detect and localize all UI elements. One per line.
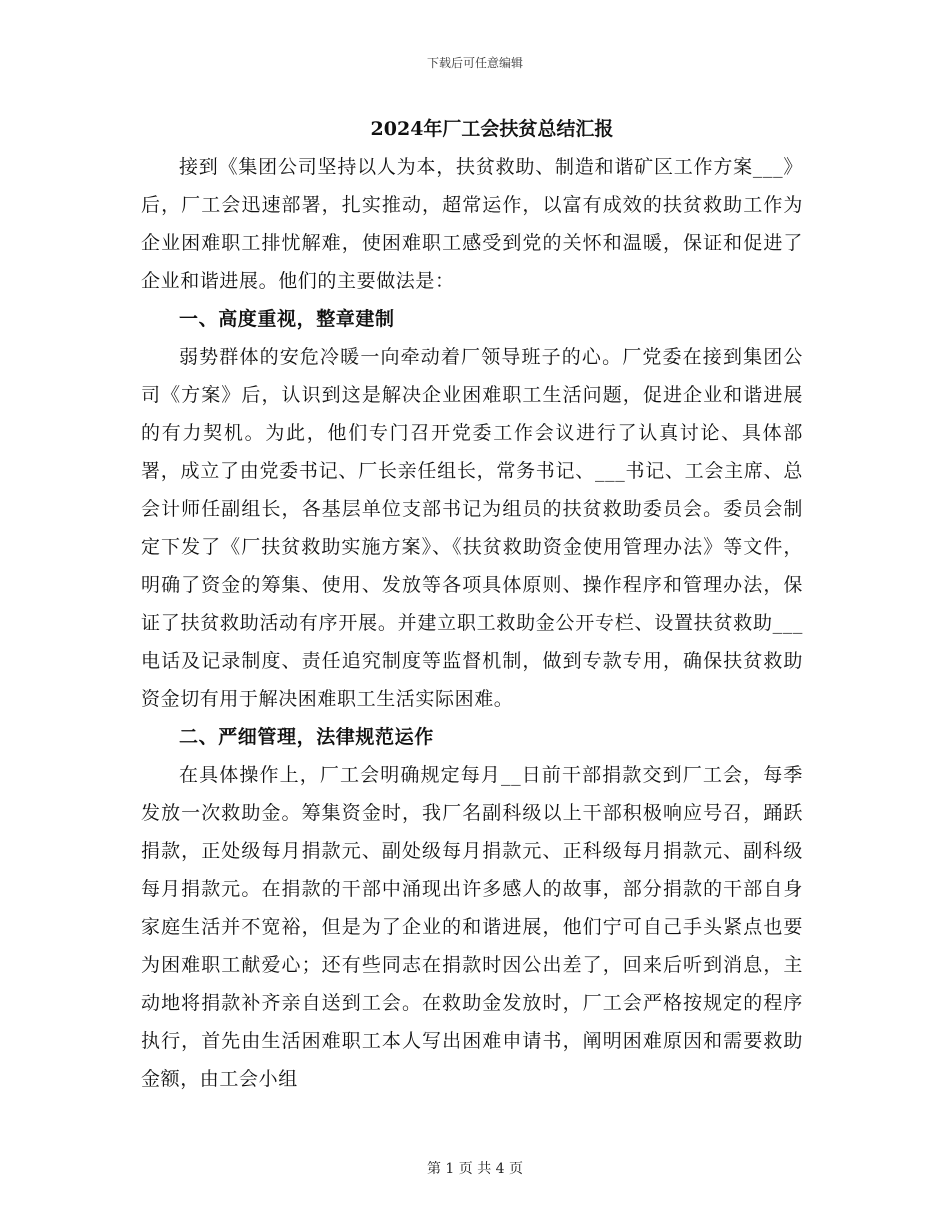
page-number: 第 1 页 共 4 页	[426, 1161, 524, 1177]
document-title: 2024年厂工会扶贫总结汇报	[370, 118, 614, 140]
intro-paragraph: 接到《集团公司坚持以人为本，扶贫救助、制造和谐矿区工作方案___》后，厂工会迅速部署，扎实推动，超常运作，以富有成效的扶贫救助工作为企业困难职工排忧解难，使困难职工感受到党的关怀和温暖，保证和促进了企业和谐进展。他们的主要做法是：	[141, 156, 803, 292]
header-note: 下载后可任意编辑	[426, 56, 523, 70]
section-heading-1: 一、高度重视，整章建制	[179, 308, 395, 330]
document-body	[141, 110, 803, 1098]
section-body-1: 弱势群体的安危冷暖一向牵动着厂领导班子的心。厂党委在接到集团公司《方案》后，认识到这是解决企业困难职工生活问题，促进企业和谐进展的有力契机。为此，他们专门召开党委工作会议进行了认真讨论、具体部署，成立了由党委书记、厂长亲任组长，常务书记、___书记、工会主席、总会计师任副组长，各基层单位支部书记为组员的扶贫救助委员会。委员会制定下发了《厂扶贫救助实施方案》、《扶贫救助资金使用管理办法》等文件，明确了资金的筹集、使用、发放等各项具体原则、操作程序和管理办法，保证了扶贫救助活动有序开展。并建立职工救助金公开专栏、设置扶贫救助___电话及记录制度、责任追究制度等监督机制，做到专款专用，确保扶贫救助资金切有用于解决困难职工生活实际困难。	[141, 346, 803, 710]
section-body-2: 在具体操作上，厂工会明确规定每月__日前干部捐款交到厂工会，每季发放一次救助金。筹集资金时，我厂名副科级以上干部积极响应号召，踊跃捐款，正处级每月捐款元、副处级每月捐款元、正科级每月捐款元、副科级每月捐款元。在捐款的干部中涌现出许多感人的故事，部分捐款的干部自身家庭生活并不宽裕，但是为了企业的和谐进展，他们宁可自己手头紧点也要为困难职工献爱心；还有些同志在捐款时因公出差了，回来后听到消息，主动地将捐款补齐亲自送到工会。在救助金发放时，厂工会严格按规定的程序执行，首先由生活困难职工本人写出困难申请书，阐明困难原因和需要救助金额，由工会小组	[141, 764, 803, 1090]
section-heading-2: 二、严细管理，法律规范运作	[179, 726, 434, 748]
